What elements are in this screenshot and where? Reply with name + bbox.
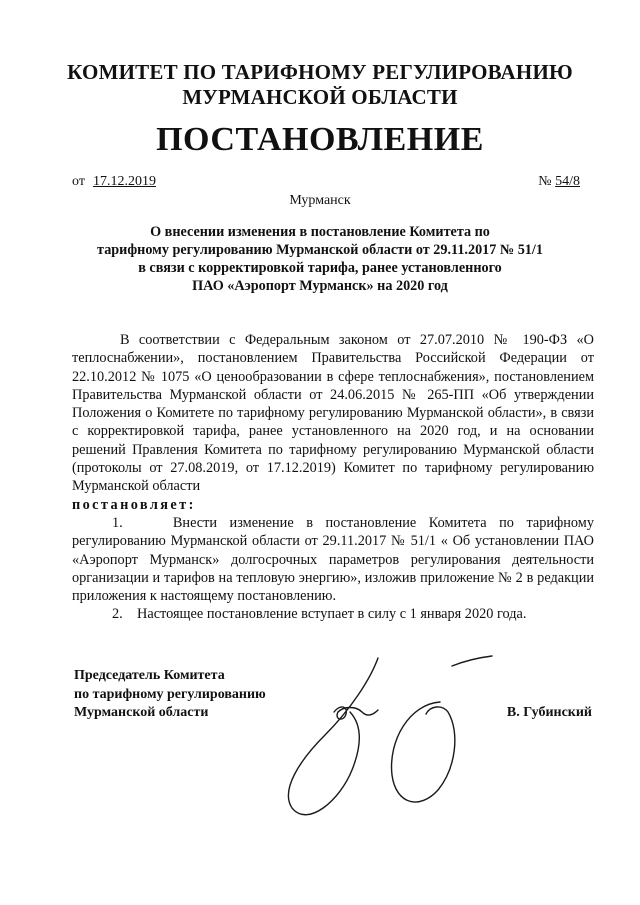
document-date	[72, 173, 156, 191]
preamble-paragraph: В соответствии с Федеральным законом от 27.07.2010 № 190-ФЗ «О теплоснабжении», постановлением Правительства Российской Федерации от 22.10.2012 № 1075 «О ценообразовании в сфере теплоснабжения», постановлением Правительства Мурманской области от 24.06.2015 № 265-ПП «Об утверждении Положения о Комитете по тарифному регулированию Мурманской области», в связи с корректировкой тарифа, ранее установленного на 2020 год, и на основании решений Правления Комитета по тарифному регулированию Мурманской области (протоколы от 27.08.2019, от 17.12.2019) Комитет по тарифному регулированию Мурманской области	[72, 332, 594, 495]
document-subject	[0, 223, 640, 295]
document-type-heading: ПОСТАНОВЛЕНИЕ	[156, 121, 484, 158]
signer-position-line2: по тарифному регулированию	[74, 686, 266, 702]
handwritten-signature	[270, 640, 510, 820]
number-value: 54/8	[555, 174, 580, 189]
decree-word: постановляет:	[72, 496, 196, 513]
date-prefix: от	[72, 174, 85, 189]
decree-item-1: 1. Внести изменение в постановление Комитета по тарифному регулированию Мурманской области от 29.11.2017 № 51/1 « Об установлении ПАО «Аэропорт Мурманск» долгосрочных параметров регулирования деятельности организации и тарифов на тепловую энергию», изложив приложение № 2 в редакции приложения к настоящему постановлению.	[72, 514, 594, 605]
signer-position-line3: Мурманской области	[74, 705, 209, 720]
document-body	[72, 331, 594, 624]
document-number	[538, 173, 580, 191]
organization-title-line2: МУРМАНСКОЙ ОБЛАСТИ	[182, 85, 458, 109]
subject-line: ПАО «Аэропорт Мурманск» на 2020 год	[192, 278, 448, 294]
date-value: 17.12.2019	[92, 174, 156, 189]
signer-position-line1: Председатель Комитета	[74, 668, 225, 683]
organization-title	[0, 60, 640, 110]
document-city: Мурманск	[289, 193, 351, 208]
subject-line: тарифному регулированию Мурманской области от 29.11.2017 № 51/1	[97, 242, 543, 258]
signer-name: В. Губинский	[506, 705, 592, 720]
subject-line: О внесении изменения в постановление Комитета по	[150, 224, 490, 240]
decree-item-2: 2. Настоящее постановление вступает в силу с 1 января 2020 года.	[112, 606, 527, 623]
organization-title-line1: КОМИТЕТ ПО ТАРИФНОМУ РЕГУЛИРОВАНИЮ	[67, 60, 573, 84]
signer-position	[74, 667, 266, 723]
number-prefix: №	[538, 174, 556, 189]
subject-line: в связи с корректировкой тарифа, ранее установленного	[138, 260, 502, 276]
